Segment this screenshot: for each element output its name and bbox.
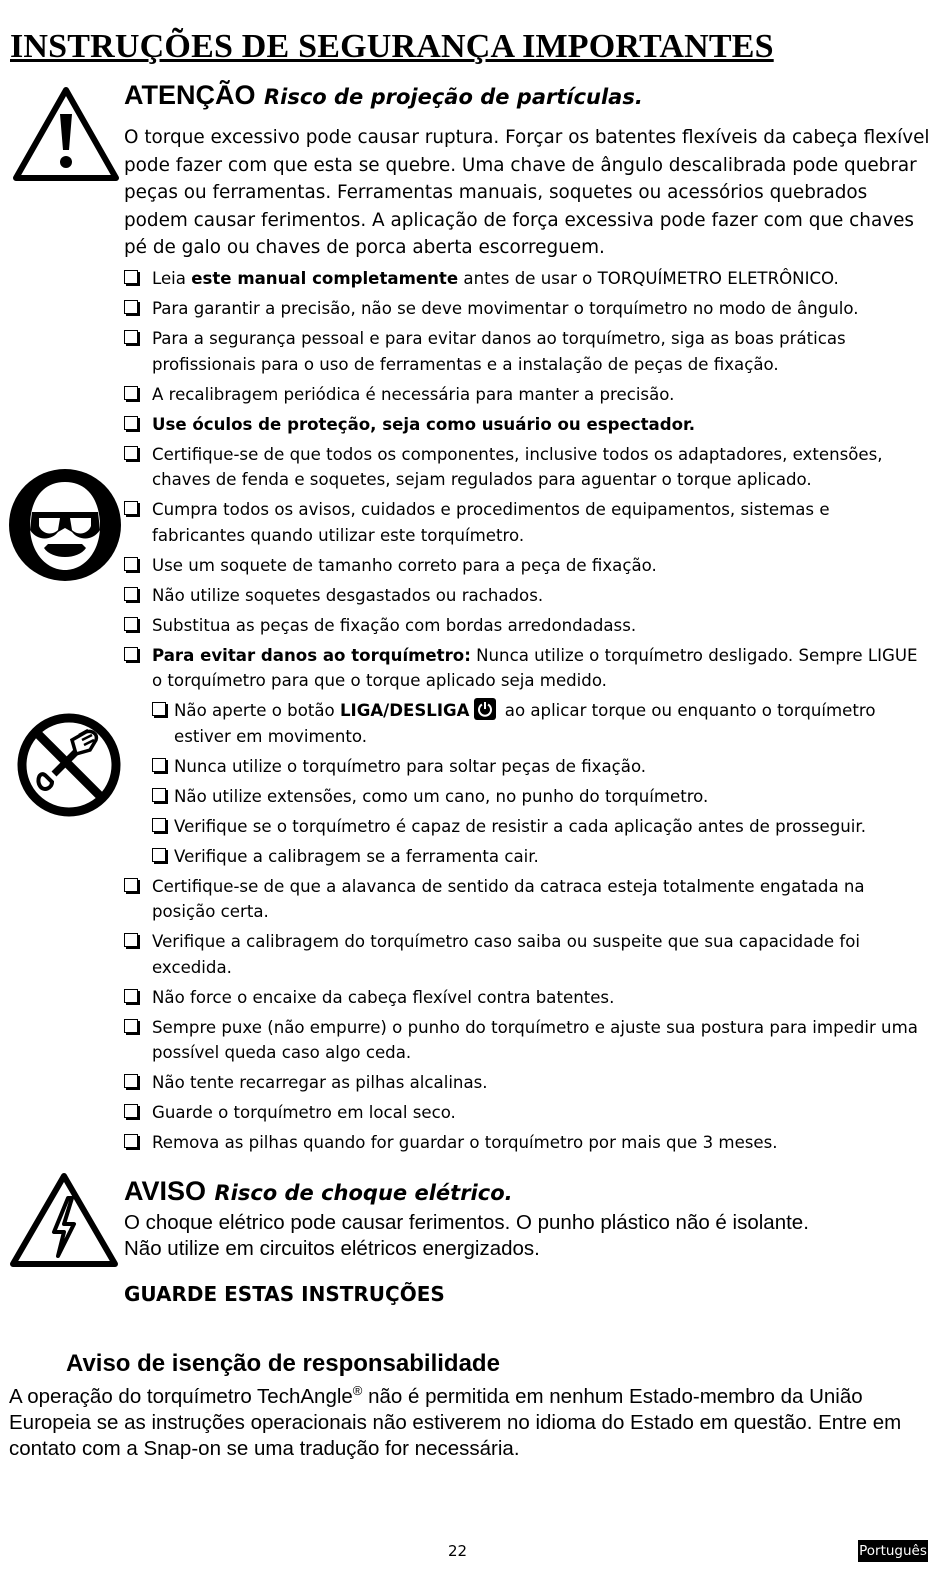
no-hand-wrench-icon <box>16 710 122 820</box>
sub-list-item: Não utilize extensões, como um cano, no punho do torquímetro. <box>152 784 924 810</box>
list-item: Não utilize soquetes desgastados ou rachados. <box>124 583 924 609</box>
list-item: Leia este manual completamente antes de usar o TORQUÍMETRO ELETRÔNICO. <box>124 266 924 292</box>
checkbox-bullet <box>124 1074 138 1088</box>
atencao-body: O torque excessivo pode causar ruptura. Forçar os batentes flexíveis da cabeça flexível pode fazer com que esta se quebre. Uma chave de ângulo descalibrada pode quebrar peças ou ferramentas. Ferramentas manuais, soquetes ou acessórios quebrados podem causar ferimentos. A aplicação de força excessiva pode fazer com que chaves pé de galo ou chaves de porca aberta escorreguem. <box>124 127 930 258</box>
checkbox-bullet <box>124 446 138 460</box>
aviso-header <box>124 1176 513 1207</box>
isencao-heading: Aviso de isenção de responsabilidade <box>66 1350 500 1377</box>
sub-list-item: Verifique a calibragem se a ferramenta cair. <box>152 844 924 870</box>
sub-list-item: Nunca utilize o torquímetro para soltar peças de fixação. <box>152 754 924 780</box>
list-item: Use um soquete de tamanho correto para a peça de fixação. <box>124 553 924 579</box>
list-item: Substitua as peças de fixação com bordas arredondadass. <box>124 613 924 639</box>
guarde-heading: GUARDE ESTAS INSTRUÇÕES <box>124 1282 445 1306</box>
checkbox-bullet <box>152 702 166 716</box>
page-title: INSTRUÇÕES DE SEGURANÇA IMPORTANTES <box>10 28 774 65</box>
list-item: Certifique-se de que a alavanca de sentido da catraca esteja totalmente engatada na posição certa. <box>124 874 924 925</box>
list-item: Use óculos de proteção, seja como usuário ou espectador. <box>124 412 924 438</box>
checkbox-bullet <box>124 1104 138 1118</box>
list-item: Sempre puxe (não empurre) o punho do torquímetro e ajuste sua postura para impedir uma possível queda caso algo ceda. <box>124 1015 924 1066</box>
checkbox-bullet <box>152 788 166 802</box>
isencao-body: A operação do torquímetro TechAngle® não é permitida em nenhum Estado-membro da União Europeia se as instruções operacionais não estiverem no idioma do Estado em questão. Entre em contato com a Snap-on se uma tradução for necessária. <box>9 1383 902 1460</box>
list-item: Remova as pilhas quando for guardar o torquímetro por mais que 3 meses. <box>124 1130 924 1156</box>
list-item: Para garantir a precisão, não se deve movimentar o torquímetro no modo de ângulo. <box>124 296 924 322</box>
list-item: Para a segurança pessoal e para evitar danos ao torquímetro, siga as boas práticas profissionais para o uso de ferramentas e a instalação de peças de fixação. <box>124 326 924 377</box>
page-number: 22 <box>448 1542 468 1560</box>
checkbox-bullet <box>124 587 138 601</box>
checkbox-bullet <box>124 933 138 947</box>
checkbox-bullet <box>124 300 138 314</box>
checkbox-bullet <box>152 848 166 862</box>
checkbox-bullet <box>152 818 166 832</box>
checkbox-bullet <box>124 989 138 1003</box>
checkbox-bullet <box>124 647 138 661</box>
list-item: Para evitar danos ao torquímetro: Nunca utilize o torquímetro desligado. Sempre LIGUE o torquímetro para que o torque aplicado seja medido. <box>124 643 924 694</box>
language-badge: Português <box>858 1540 928 1562</box>
list-item: Verifique a calibragem do torquímetro caso saiba ou suspeite que sua capacidade foi excedida. <box>124 929 924 980</box>
electric-shock-icon <box>8 1170 120 1270</box>
aviso-label: AVISO <box>124 1176 207 1206</box>
checkbox-bullet <box>124 557 138 571</box>
atencao-label: ATENÇÃO <box>124 80 256 110</box>
checkbox-bullet <box>124 1019 138 1033</box>
sub-list-item: Verifique se o torquímetro é capaz de resistir a cada aplicação antes de prosseguir. <box>152 814 924 840</box>
aviso-subtitle: Risco de choque elétrico. <box>214 1181 513 1205</box>
safety-list <box>124 266 924 1160</box>
checkbox-bullet <box>124 878 138 892</box>
checkbox-bullet <box>124 330 138 344</box>
list-item: Guarde o torquímetro em local seco. <box>124 1100 924 1126</box>
checkbox-bullet <box>124 617 138 631</box>
list-item: Não force o encaixe da cabeça flexível contra batentes. <box>124 985 924 1011</box>
checkbox-bullet <box>152 758 166 772</box>
checkbox-bullet <box>124 386 138 400</box>
power-button-icon <box>474 698 496 720</box>
list-item: Certifique-se de que todos os componentes, inclusive todos os adaptadores, extensões, chaves de fenda e soquetes, sejam regulados para aguentar o torque aplicado. <box>124 442 924 493</box>
checkbox-bullet <box>124 1134 138 1148</box>
checkbox-bullet <box>124 501 138 515</box>
list-item: Não tente recarregar as pilhas alcalinas. <box>124 1070 924 1096</box>
atencao-header <box>124 80 643 111</box>
sub-list-item: Não aperte o botão LIGA/DESLIGA ao aplicar torque ou enquanto o torquímetro estiver em movimento. <box>152 698 924 749</box>
atencao-subtitle: Risco de projeção de partículas. <box>263 85 643 109</box>
checkbox-bullet <box>124 416 138 430</box>
aviso-body: O choque elétrico pode causar ferimentos. O punho plástico não é isolante. Não utilize em circuitos elétricos energizados. <box>124 1211 809 1260</box>
list-item: Cumpra todos os avisos, cuidados e procedimentos de equipamentos, sistemas e fabricantes quando utilizar este torquímetro. <box>124 497 924 548</box>
warning-triangle-icon <box>12 84 120 184</box>
safety-goggles-icon <box>8 468 122 582</box>
list-item: A recalibragem periódica é necessária para manter a precisão. <box>124 382 924 408</box>
checkbox-bullet <box>124 270 138 284</box>
